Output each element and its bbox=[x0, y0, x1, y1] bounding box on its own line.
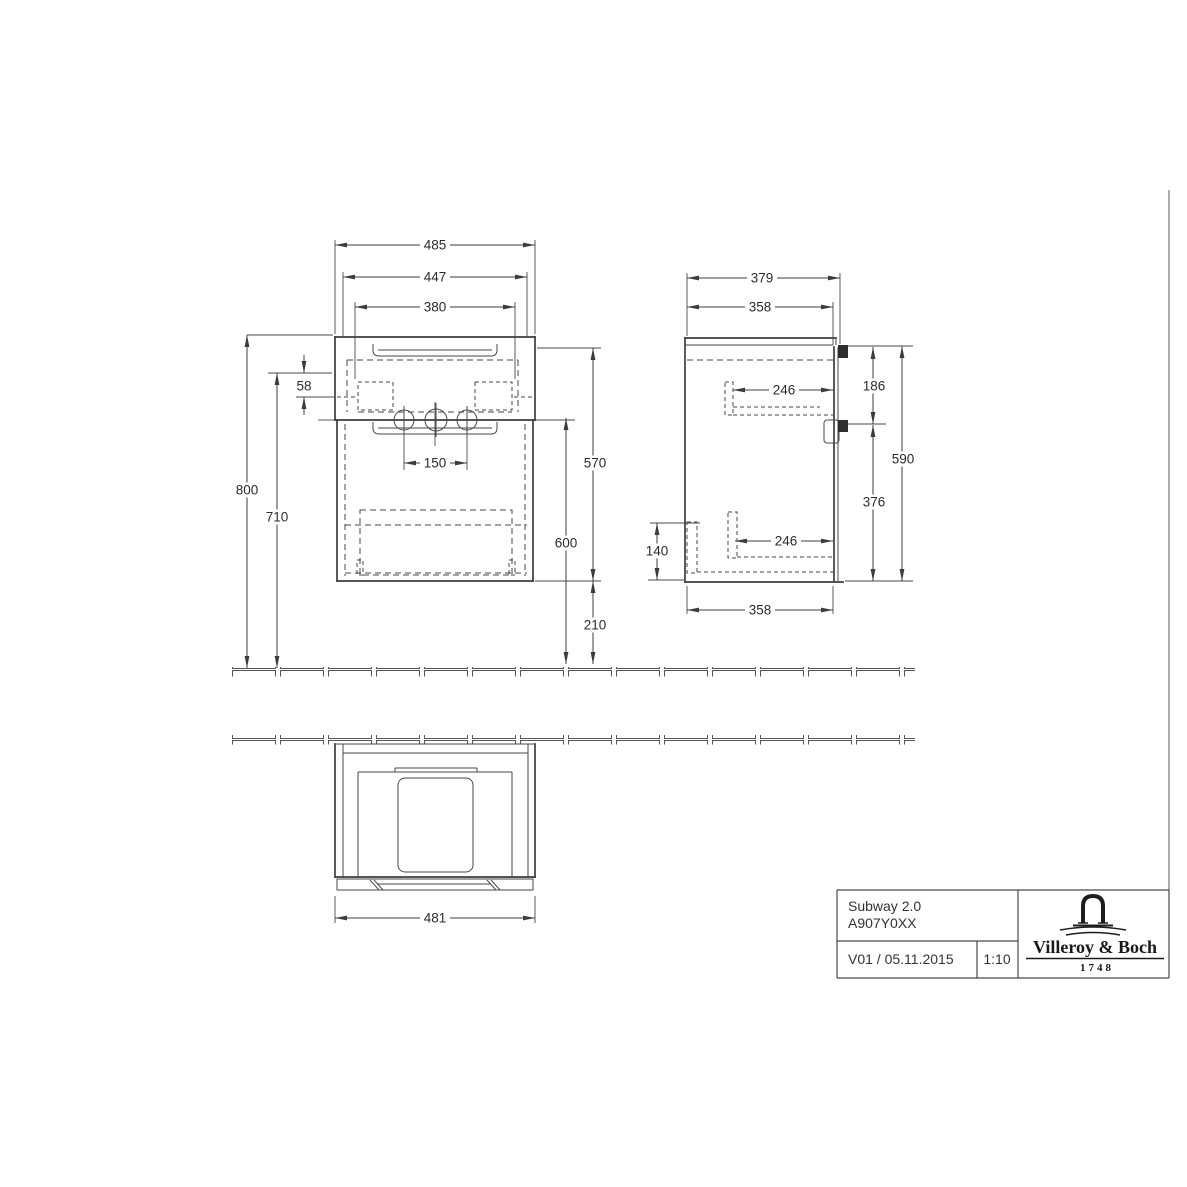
dim-side-total-height: 590 bbox=[891, 451, 915, 467]
dim-total-height: 800 bbox=[235, 482, 259, 498]
brand-year: 1748 bbox=[1080, 962, 1114, 974]
handle-profile-middle bbox=[824, 420, 839, 443]
version-date: V01 / 05.11.2015 bbox=[848, 951, 954, 967]
dim-basin-width: 485 bbox=[423, 237, 447, 253]
dim-tap-spacing: 150 bbox=[423, 455, 447, 471]
dim-bottom-height: 140 bbox=[645, 543, 669, 559]
dim-tap-height: 600 bbox=[554, 535, 578, 551]
handle-profile-top bbox=[838, 345, 848, 358]
drawing-scale: 1:10 bbox=[983, 951, 1011, 967]
floor-hatch bbox=[232, 667, 915, 745]
dim-drawer-bottom-depth: 246 bbox=[774, 533, 798, 549]
villeroy-boch-logo bbox=[1026, 896, 1164, 974]
dim-bottom-depth: 358 bbox=[748, 602, 772, 618]
floor-hatch-elevation bbox=[232, 667, 915, 677]
dim-carcass-depth: 358 bbox=[748, 299, 772, 315]
side-outline bbox=[685, 338, 848, 582]
dim-drawer-top-depth: 246 bbox=[772, 382, 796, 398]
brand-name: Villeroy & Boch bbox=[1033, 937, 1157, 957]
dim-front-top: 186 bbox=[862, 378, 886, 394]
basin-bowl-outline bbox=[398, 778, 473, 872]
wall-hatch-plan bbox=[232, 735, 915, 745]
drawer-box bbox=[360, 510, 512, 575]
article-number: A907Y0XX bbox=[848, 915, 917, 931]
dim-fixing-width: 380 bbox=[423, 299, 447, 315]
drawer-rail-bottom bbox=[728, 512, 737, 558]
front-view bbox=[232, 238, 610, 669]
dim-cabinet-width: 481 bbox=[423, 910, 447, 926]
dim-cabinet-height: 570 bbox=[583, 455, 607, 471]
dim-basin-offset: 58 bbox=[296, 378, 312, 394]
fixing-box-left bbox=[358, 382, 393, 410]
dim-total-depth: 379 bbox=[750, 270, 774, 286]
side-view bbox=[642, 271, 918, 618]
dim-floor-clearance: 210 bbox=[583, 617, 607, 633]
logo-arch-icon bbox=[1083, 896, 1103, 923]
logo-wave-icon bbox=[1060, 927, 1126, 930]
fixing-box-right bbox=[475, 382, 512, 410]
dim-front-bottom: 376 bbox=[862, 494, 886, 510]
plan-view bbox=[335, 744, 535, 926]
title-block bbox=[837, 890, 1169, 978]
product-name: Subway 2.0 bbox=[848, 898, 922, 914]
dim-mount-height: 710 bbox=[265, 509, 289, 525]
dim-carcass-width: 447 bbox=[423, 269, 447, 285]
logo-wave2-icon bbox=[1066, 933, 1120, 936]
drawer-rail-top bbox=[725, 382, 733, 415]
